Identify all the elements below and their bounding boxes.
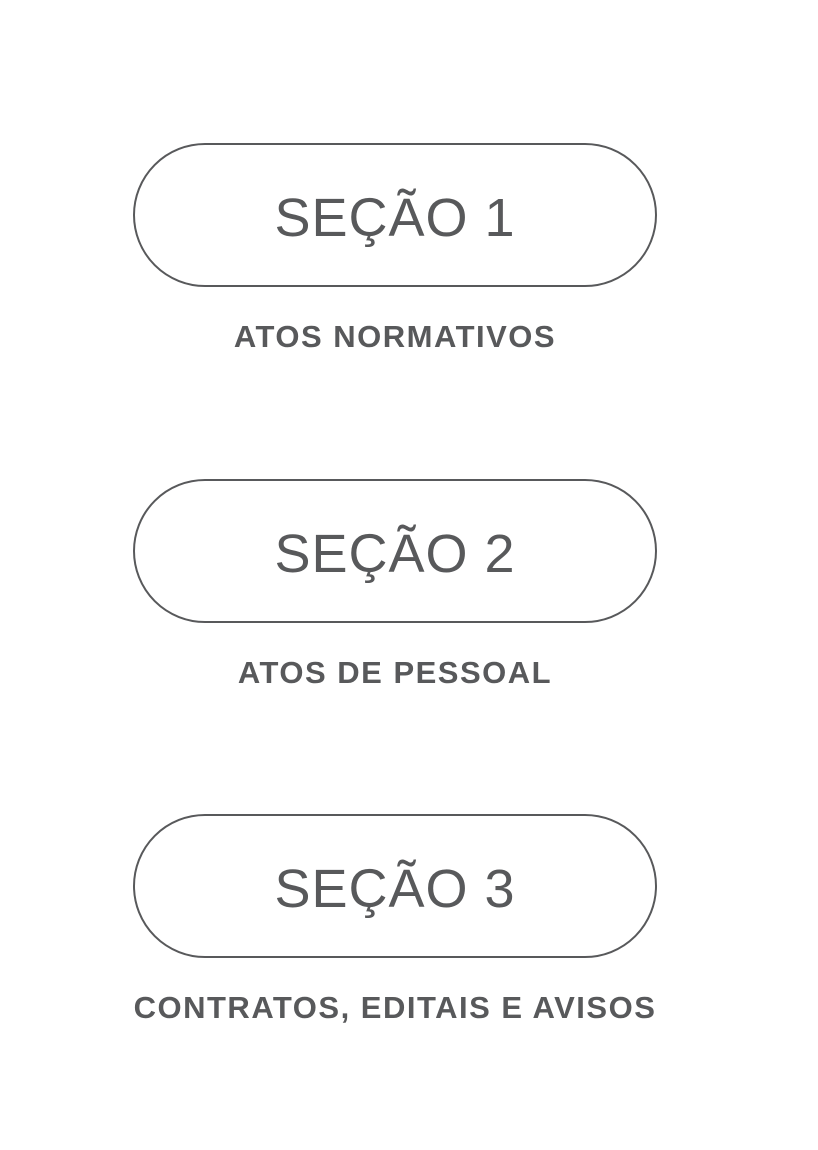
secao-2-button-label: SEÇÃO 2 [274, 523, 516, 584]
secao-1-caption: ATOS NORMATIVOS [233, 319, 557, 354]
secao-3-button[interactable] [133, 814, 657, 958]
section-3 [133, 814, 657, 1026]
secao-3-caption: CONTRATOS, EDITAIS E AVISOS [133, 990, 657, 1026]
secao-3-button-label: SEÇÃO 3 [274, 859, 516, 920]
section-2 [133, 479, 657, 691]
secao-1-button[interactable] [133, 143, 657, 287]
secao-2-caption: ATOS DE PESSOAL [237, 654, 553, 690]
section-1 [133, 143, 657, 355]
secao-2-button[interactable] [133, 479, 657, 623]
secao-1-button-label: SEÇÃO 1 [274, 188, 516, 248]
